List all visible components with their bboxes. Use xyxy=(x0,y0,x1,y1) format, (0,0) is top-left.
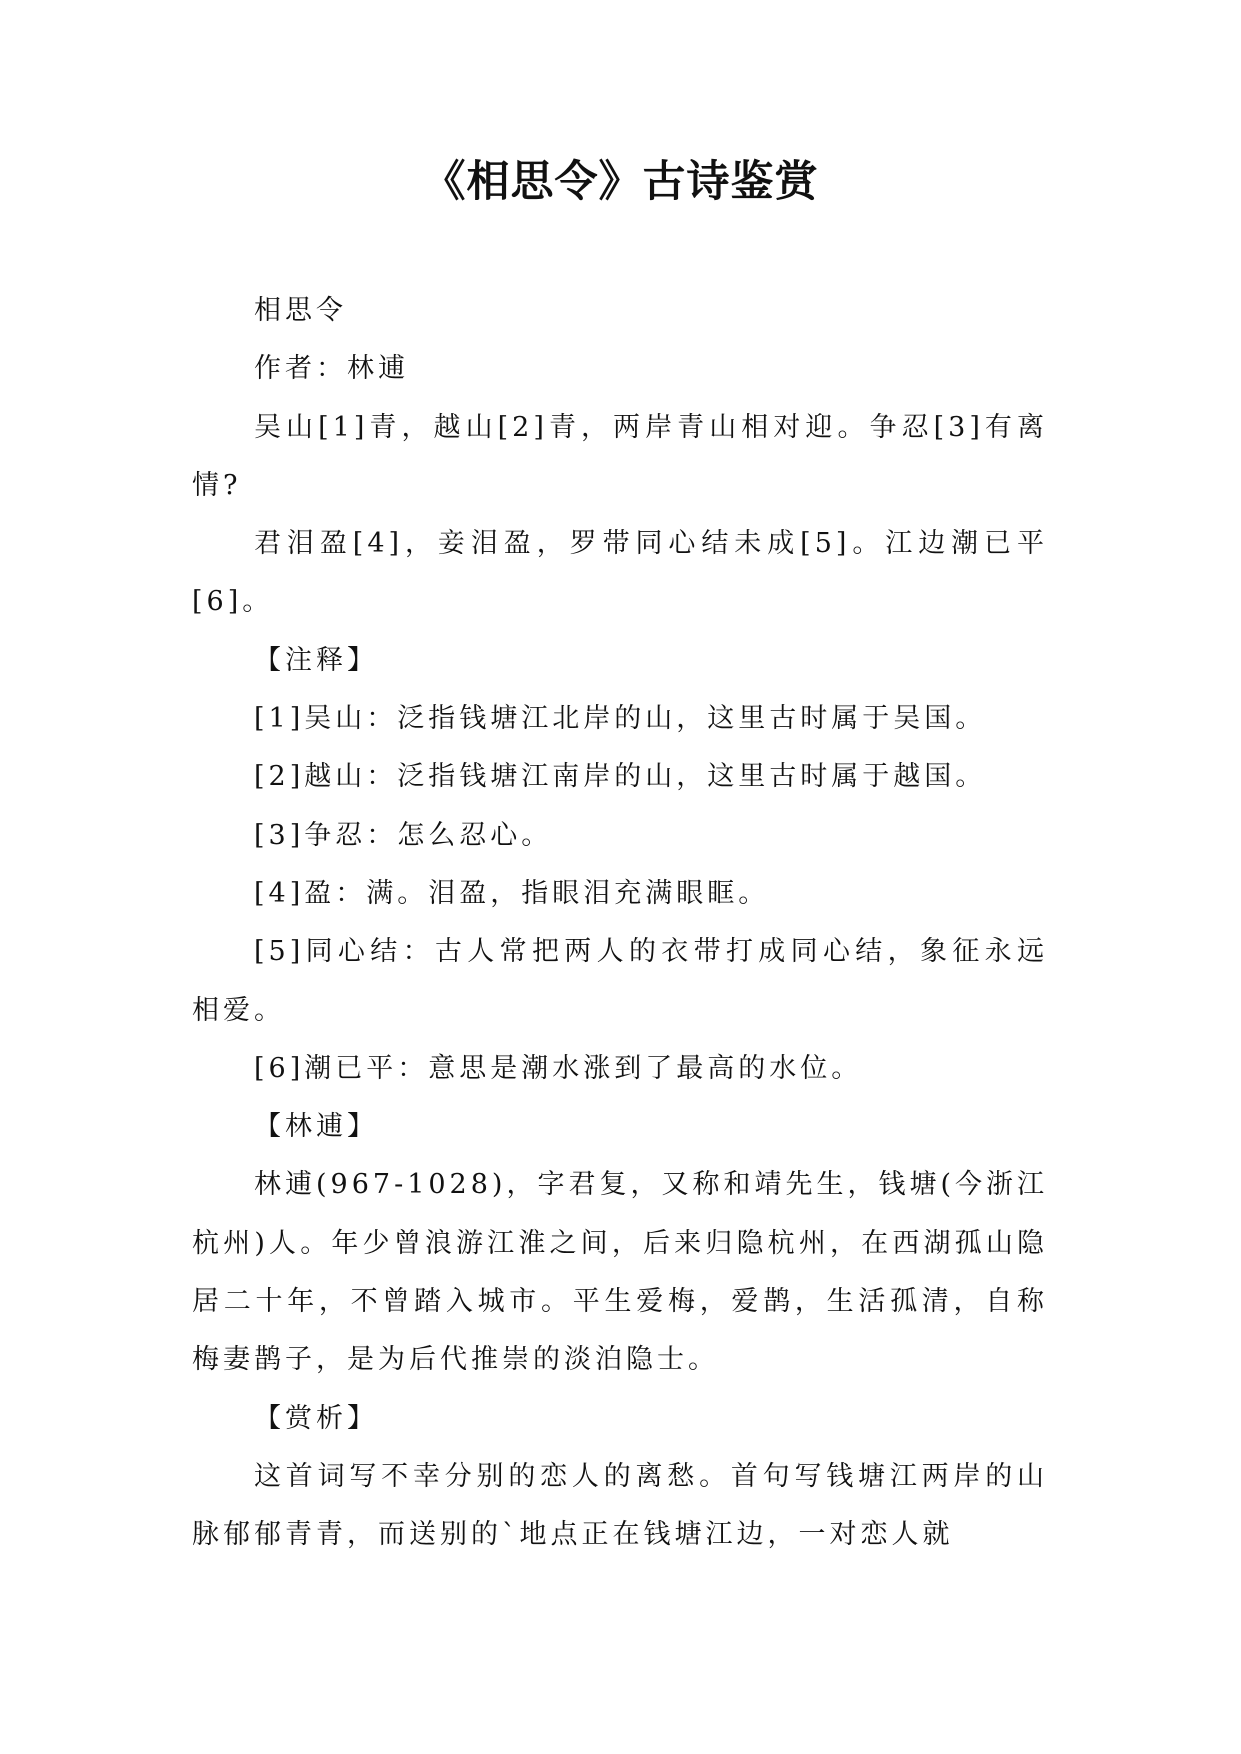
section-heading-notes: 【注释】 xyxy=(254,644,378,676)
document-body xyxy=(192,282,1048,1565)
note-item: [2]越山：泛指钱塘江南岸的山，这里古时属于越国。 xyxy=(254,761,987,793)
section-heading-appreciation: 【赏析】 xyxy=(254,1402,378,1434)
note-item: [4]盈：满。泪盈，指眼泪充满眼眶。 xyxy=(254,877,770,909)
section-heading-author: 【林逋】 xyxy=(254,1111,378,1143)
note-item: [1]吴山：泛指钱塘江北岸的山，这里古时属于吴国。 xyxy=(254,703,987,735)
document-title: 《相思令》古诗鉴赏 xyxy=(422,157,819,207)
note-item: [3]争忍：怎么忍心。 xyxy=(254,819,553,851)
note-item: [6]潮已平：意思是潮水涨到了最高的水位。 xyxy=(254,1052,863,1084)
note-item: [5]同心结：古人常把两人的衣带打成同心结，象征永远相爱。 xyxy=(192,936,1048,1026)
poem-stanza-1: 吴山[1]青，越山[2]青，两岸青山相对迎。争忍[3]有离情? xyxy=(192,411,1048,501)
poem-stanza-2: 君泪盈[4]，妾泪盈，罗带同心结未成[5]。江边潮已平[6]。 xyxy=(192,528,1048,618)
appreciation-text: 这首词写不幸分别的恋人的离愁。首句写钱塘江两岸的山脉郁郁青青，而送别的`地点正在钱塘江边，一对恋人就 xyxy=(192,1460,1048,1551)
author-bio: 林逋(967-1028)，字君复，又称和靖先生，钱塘(今浙江杭州)人。年少曾浪游江淮之间，后来归隐杭州，在西湖孤山隐居二十年，不曾踏入城市。平生爱梅，爱鹊，生活孤清，自称梅妻鹊子，是为后代推崇的淡泊隐士。 xyxy=(192,1169,1048,1376)
poem-author: 作者：林逋 xyxy=(254,353,409,385)
poem-title: 相思令 xyxy=(254,295,347,326)
